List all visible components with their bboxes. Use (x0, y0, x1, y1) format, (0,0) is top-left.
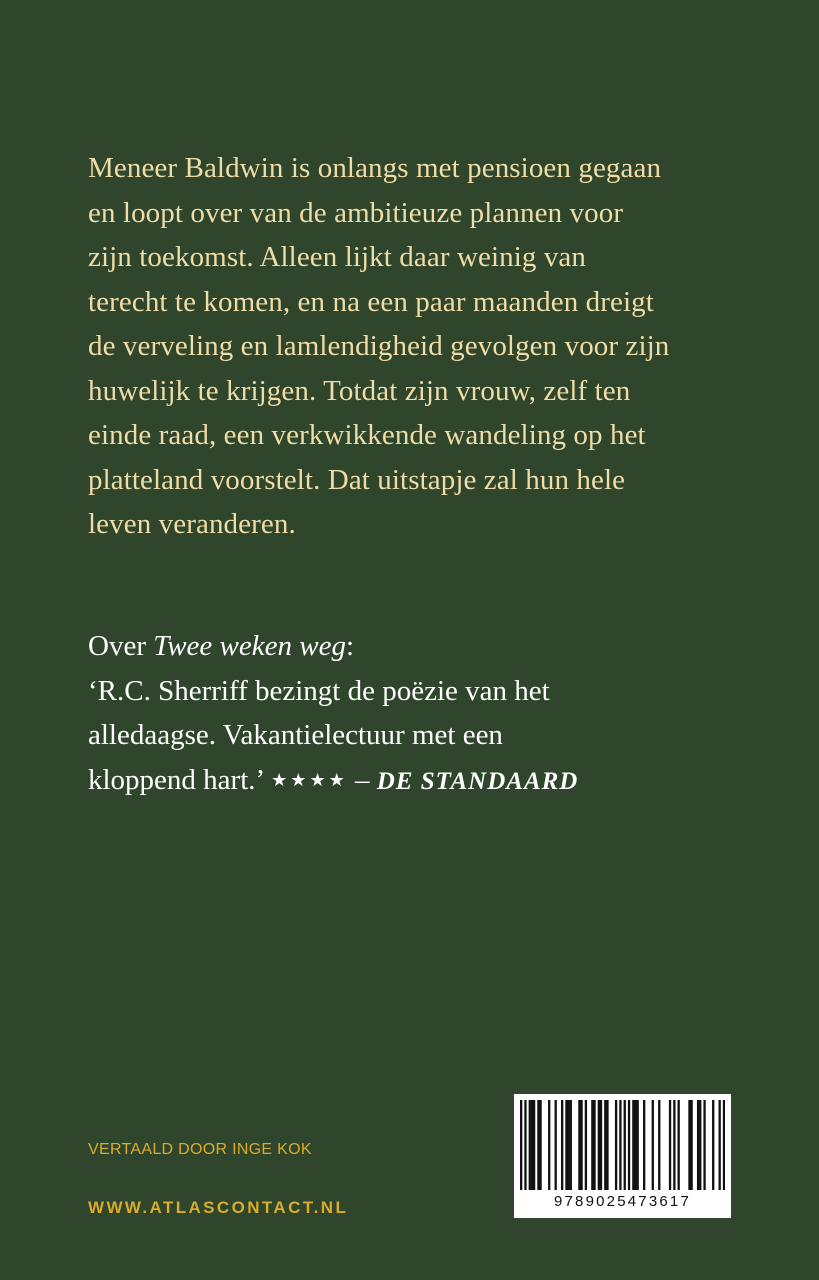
blurb-line: terecht te komen, en na een paar maanden dreigt (88, 285, 654, 318)
barcode-bar (585, 1100, 587, 1190)
barcode-bar (598, 1100, 600, 1190)
barcode-bar (570, 1100, 572, 1190)
translator-credit: VERTAALD DOOR INGE KOK (88, 1141, 312, 1158)
review-dash: – (347, 763, 377, 796)
barcode-bar (615, 1100, 617, 1190)
barcode-bar (634, 1100, 636, 1190)
barcode-bar (624, 1100, 626, 1190)
barcode-bar (712, 1100, 714, 1190)
review-intro-suffix: : (345, 630, 355, 662)
quote-line-last (88, 758, 748, 805)
blurb-line: einde raad, een verkwikkende wandeling op het (88, 419, 646, 451)
quote-line: ‘R.C. Sherriff bezingt de poëzie van het (88, 674, 550, 707)
barcode-bar (643, 1100, 645, 1190)
barcode-bar (619, 1100, 621, 1190)
barcode-bar (533, 1100, 535, 1190)
barcode-bar (578, 1100, 580, 1190)
barcode-bar (565, 1100, 567, 1190)
barcode-bar (690, 1100, 692, 1190)
blurb-line: Meneer Baldwin is onlangs met pensioen gegaan (88, 152, 662, 184)
barcode-bar (524, 1100, 526, 1190)
barcode-bar (719, 1100, 721, 1190)
barcode-bar (658, 1100, 660, 1190)
barcode-bar (593, 1100, 595, 1190)
barcode-bars (520, 1100, 725, 1190)
quote-line: alledaagse. Vakantielectuur met een (88, 719, 503, 751)
barcode-bar (673, 1100, 675, 1190)
barcode-bar (688, 1100, 690, 1190)
barcode-bar (591, 1100, 593, 1190)
barcode-bar (669, 1100, 671, 1190)
blurb-line: en loopt over van de ambitieuze plannen voor (88, 196, 624, 229)
blurb-line: zijn toekomst. Alleen lijkt daar weinig van (88, 241, 586, 273)
blurb-line: de verveling en lamlendigheid gevolgen voor zijn (88, 330, 670, 362)
rating-stars-icon: ★★★★ (271, 769, 348, 790)
barcode-bar (567, 1100, 569, 1190)
barcode-bar (606, 1100, 608, 1190)
barcode-bar (652, 1100, 654, 1190)
barcode-bar (561, 1100, 563, 1190)
isbn-digits: 9789025473617 (553, 1193, 692, 1210)
barcode-bar (699, 1100, 701, 1190)
barcode-bar (678, 1100, 680, 1190)
barcode-bar (628, 1100, 630, 1190)
barcode-bar (703, 1100, 705, 1190)
barcode-bar (537, 1100, 539, 1190)
barcode-bar (637, 1100, 639, 1190)
review-source: DE STANDAARD (376, 767, 579, 795)
barcode-bar (723, 1100, 725, 1190)
barcode-bar (539, 1100, 541, 1190)
barcode-bar (697, 1100, 699, 1190)
quote-line: kloppend hart.’ (88, 763, 266, 796)
review-quote (88, 624, 748, 804)
blurb-line: leven veranderen. (88, 508, 296, 540)
barcode-bar (531, 1100, 533, 1190)
barcode-bar (555, 1100, 557, 1190)
blurb-line: huwelijk te krijgen. Totdat zijn vrouw, zelf ten (88, 374, 631, 407)
barcode-bar (632, 1100, 634, 1190)
barcode-bar (604, 1100, 606, 1190)
isbn-barcode (514, 1094, 731, 1218)
book-title: Twee weken weg (153, 630, 346, 662)
blurb-line: platteland voorstelt. Dat uitstapje zal hun hele (88, 463, 626, 496)
barcode-bar (548, 1100, 550, 1190)
barcode-bar (529, 1100, 531, 1190)
publisher-website: WWW.ATLASCONTACT.NL (88, 1198, 349, 1217)
review-intro (88, 624, 748, 669)
blurb-text (88, 146, 748, 547)
barcode-bar (600, 1100, 602, 1190)
review-intro-prefix: Over (88, 630, 154, 662)
barcode-bar (580, 1100, 582, 1190)
barcode-bar (520, 1100, 522, 1190)
